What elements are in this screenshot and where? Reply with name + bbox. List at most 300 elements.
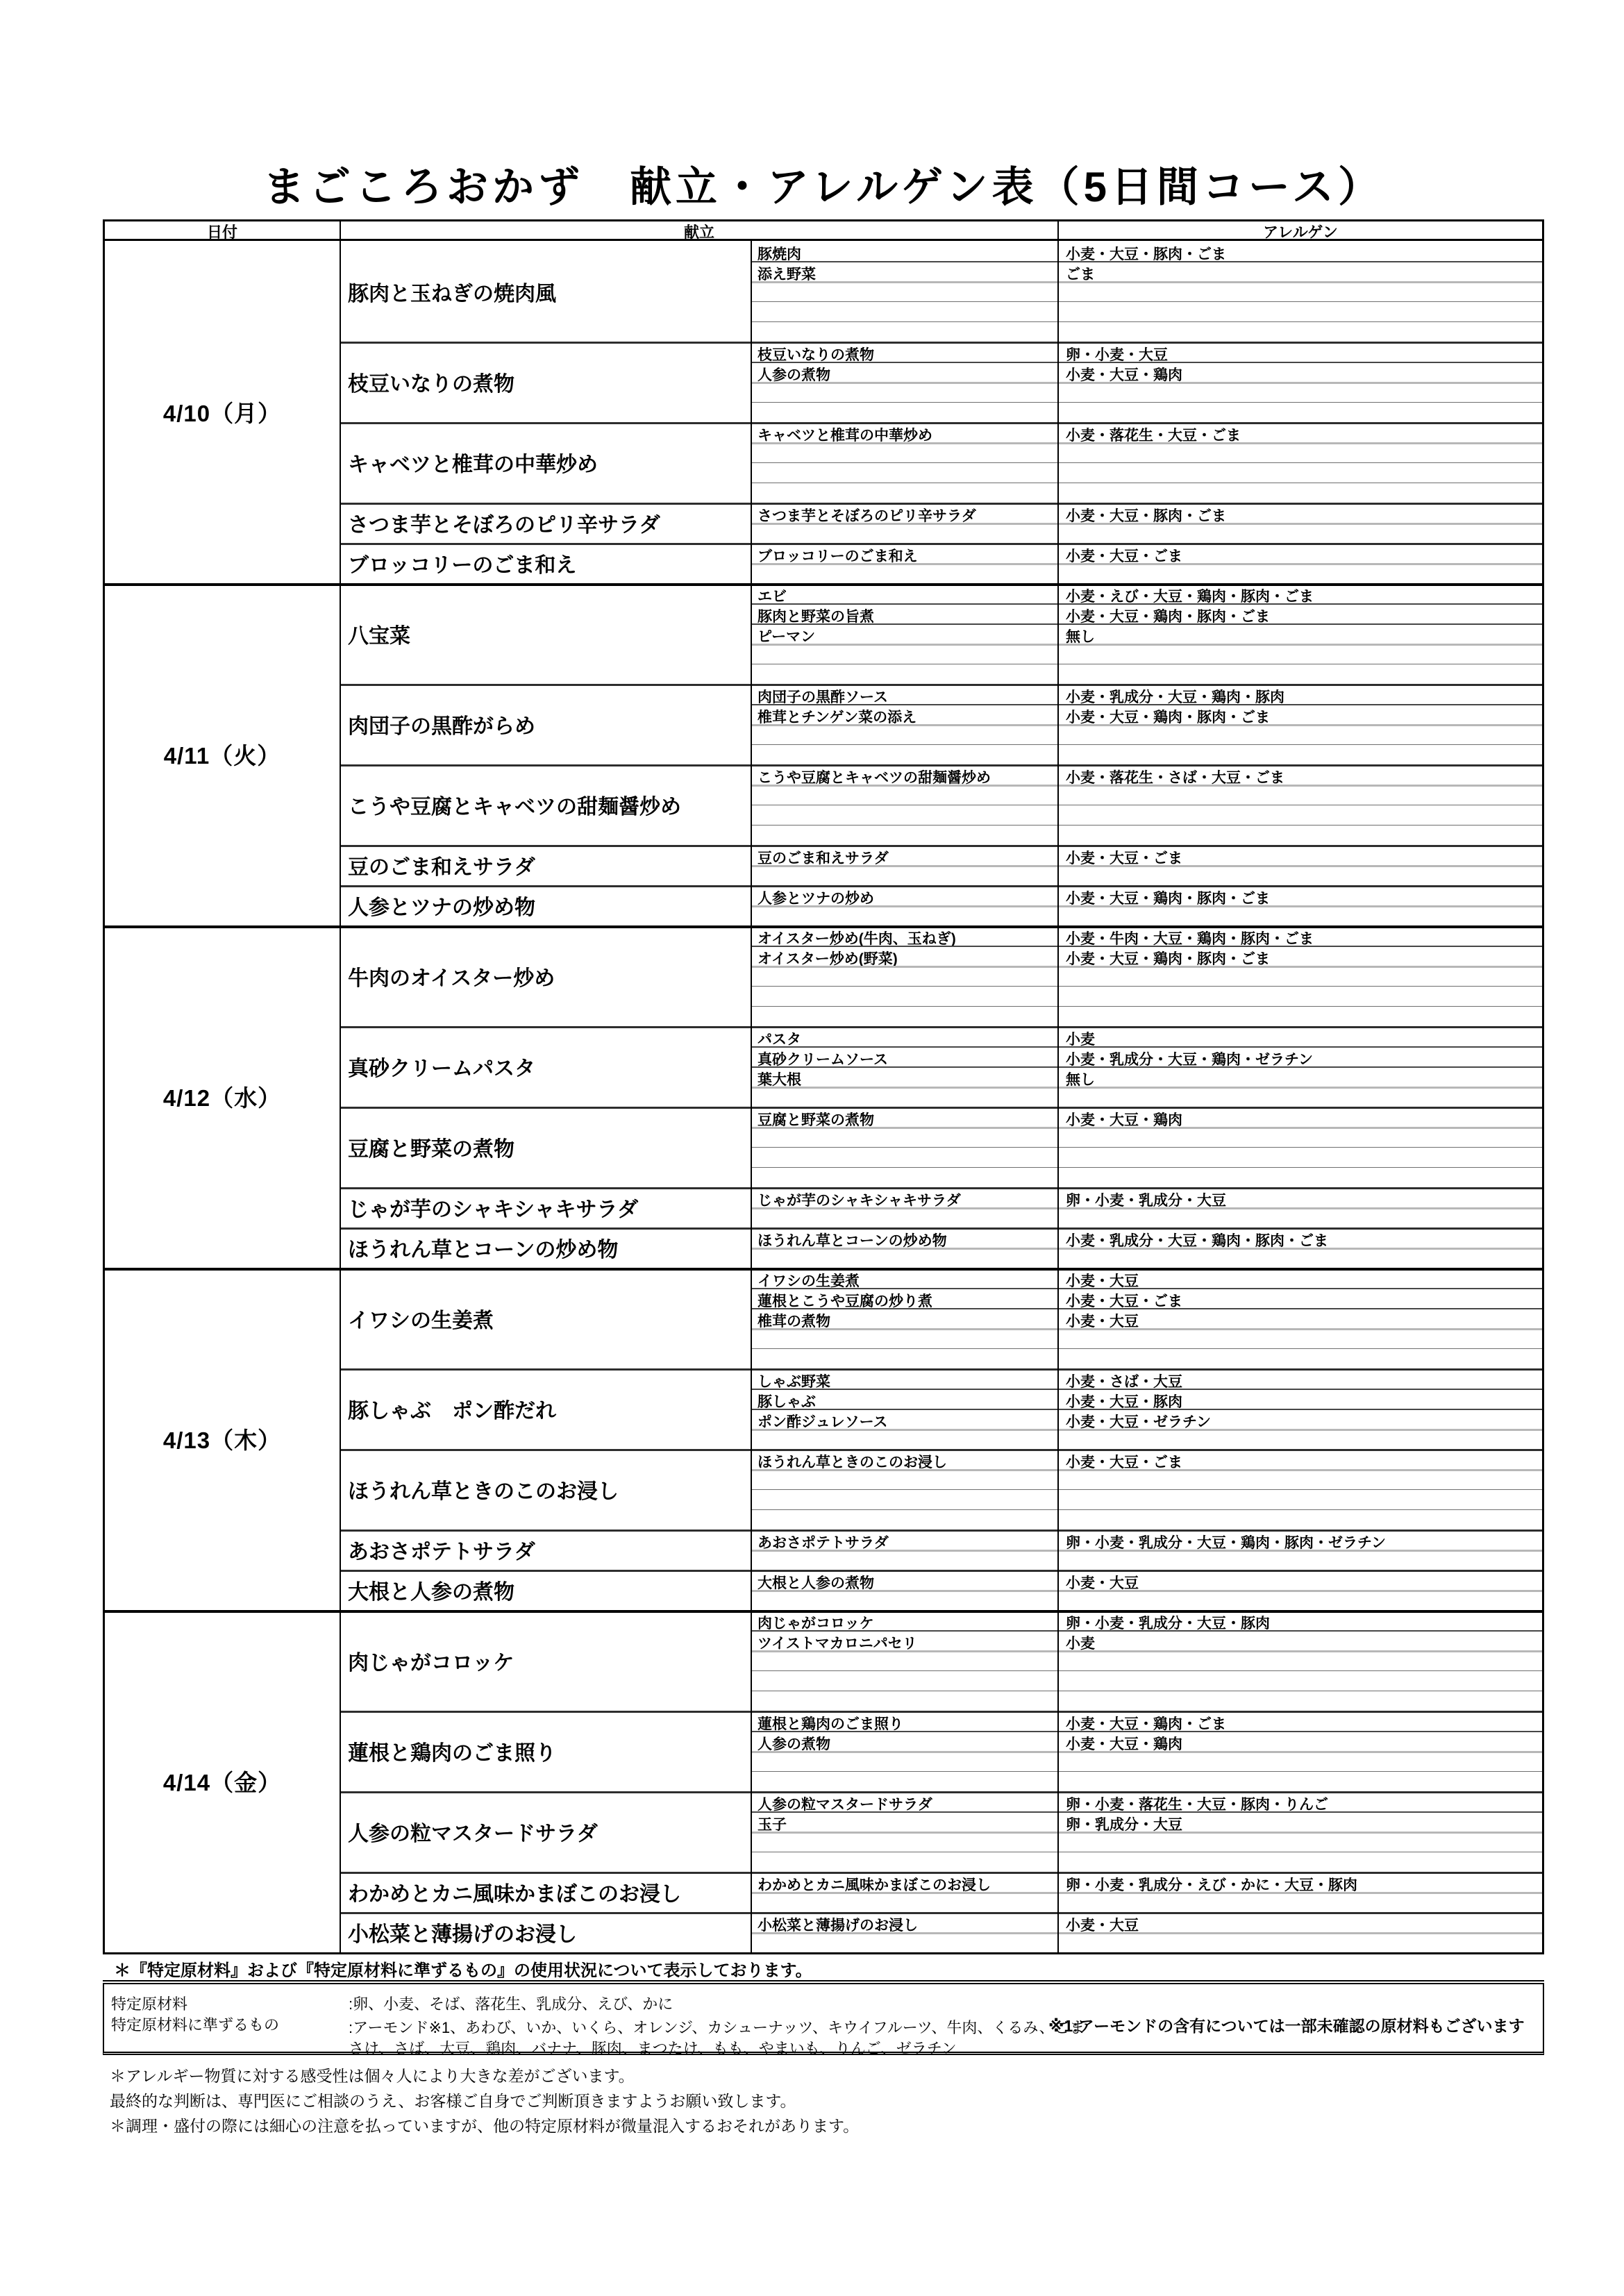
menu-sub-row (752, 764, 1542, 785)
allergen-cell: 無し (1066, 629, 1095, 644)
sub-dish-cell: さつま芋とそぼろのピリ辛サラダ (752, 503, 1059, 523)
menu-sub-row (752, 1590, 1542, 1610)
menu-sub-row (752, 1107, 1542, 1127)
dish-name-cell: じゃが芋のシャキシャキサラダ (341, 1187, 752, 1227)
menu-sub-row (752, 462, 1542, 483)
allergen-cell (1059, 1489, 1542, 1509)
sub-dish-cell: 人参の粒マスタードサラダ (752, 1791, 1059, 1811)
allergen-legend-box (103, 1983, 1544, 2055)
almond-note: ※1:アーモンドの含有については一部未確認の原材料もございます (1048, 2017, 1525, 2035)
menu-sub-row (752, 523, 1542, 543)
menu-sub-row (752, 845, 1542, 865)
sub-dish-cell: ブロッコリーのごま和え (752, 543, 1059, 563)
sub-dish-cell (752, 1852, 1059, 1872)
dish-rows (752, 1791, 1542, 1872)
allergen-cell: 卵・小麦・乳成分・えび・かに・大豆・豚肉 (1066, 1877, 1357, 1892)
menu-sub-row (752, 321, 1542, 342)
dish-block (341, 1610, 1542, 1711)
note-contamination: ＊調理・盛付の際には細心の注意を払っていますが、他の特定原材料が微量混入するおそれがあります。 (110, 2117, 860, 2135)
dish-rows (752, 241, 1542, 342)
allergen-cell (1059, 1892, 1542, 1912)
allergen-cell (1059, 744, 1542, 764)
allergen-cell (1059, 301, 1542, 321)
menu-sub-row (752, 1852, 1542, 1872)
dish-rows (752, 1026, 1542, 1107)
menu-sub-row (752, 1892, 1542, 1912)
menu-sub-row (752, 402, 1542, 422)
sub-dish-cell (752, 442, 1059, 462)
allergen-cell: 小麦・大豆・鶏肉・豚肉・ごま (1066, 891, 1270, 905)
sub-dish-cell (752, 1087, 1059, 1107)
dish-rows (752, 885, 1542, 925)
allergen-cell: 小麦・大豆 (1066, 1314, 1139, 1328)
sub-dish-cell: 豚焼肉 (752, 241, 1059, 261)
allergen-cell: 小麦・乳成分・大豆・鶏肉・ゼラチン (1066, 1052, 1313, 1066)
allergen-cell (1059, 1852, 1542, 1872)
allergen-cell (1059, 785, 1542, 805)
allergen-cell (1059, 1328, 1542, 1348)
menu-sub-row (752, 1268, 1542, 1288)
sub-dish-cell: 蓮根とこうや豆腐の炒り煮 (752, 1288, 1059, 1308)
sub-dish-cell (752, 744, 1059, 764)
menu-sub-row (752, 1429, 1542, 1449)
dish-name-cell: 豆腐と野菜の煮物 (341, 1107, 752, 1187)
allergen-cell (1059, 805, 1542, 825)
allergen-cell (1059, 1550, 1542, 1570)
sub-dish-cell (752, 1691, 1059, 1711)
sub-dish-cell: イワシの生姜煮 (752, 1268, 1059, 1288)
allergen-cell: 卵・小麦・大豆 (1066, 347, 1168, 362)
dish-name-cell: 豚しゃぶ ポン酢だれ (341, 1368, 752, 1449)
menu-sub-row (752, 442, 1542, 462)
menu-sub-row (752, 623, 1542, 644)
sub-dish-cell: ほうれん草ときのこのお浸し (752, 1449, 1059, 1469)
sub-dish-cell: 肉団子の黒酢ソース (752, 684, 1059, 704)
menu-sub-row (752, 1711, 1542, 1731)
allergen-cell: 小麦・牛肉・大豆・鶏肉・豚肉・ごま (1066, 931, 1314, 946)
dish-rows (752, 1912, 1542, 1952)
allergen-cell (1059, 664, 1542, 684)
menu-sub-row (752, 563, 1542, 583)
sub-dish-cell (752, 1328, 1059, 1348)
allergen-cell: 卵・小麦・乳成分・大豆・豚肉 (1066, 1616, 1270, 1630)
allergen-cell (1059, 1509, 1542, 1530)
date-cell: 4/13（木） (105, 1268, 341, 1610)
header-menu: 献立 (341, 221, 1059, 241)
dish-name-cell: 肉団子の黒酢がらめ (341, 684, 752, 764)
menu-sub-row (752, 1670, 1542, 1691)
allergen-cell: ごま (1066, 267, 1095, 281)
sub-dish-cell: 豆腐と野菜の煮物 (752, 1107, 1059, 1127)
allergen-cell: 小麦・乳成分・大豆・鶏肉・豚肉 (1066, 689, 1284, 704)
allergen-cell (1059, 825, 1542, 845)
sub-dish-cell: 豚肉と野菜の旨煮 (752, 603, 1059, 623)
menu-sub-row (752, 1731, 1542, 1751)
dish-rows (752, 1530, 1542, 1570)
allergen-cell (1059, 905, 1542, 925)
menu-sub-row (752, 1026, 1542, 1046)
allergen-cell: 小麦・大豆・鶏肉 (1066, 1112, 1182, 1127)
sub-dish-cell (752, 1348, 1059, 1368)
day-section (105, 1610, 1542, 1952)
sub-dish-cell (752, 402, 1059, 422)
allergen-cell (1059, 1147, 1542, 1167)
menu-sub-row (752, 885, 1542, 905)
date-cell: 4/10（月） (105, 241, 341, 583)
dish-rows (752, 1449, 1542, 1530)
menu-sub-row (752, 1066, 1542, 1087)
allergen-cell (1059, 724, 1542, 744)
sub-dish-cell: 葉大根 (752, 1066, 1059, 1087)
dish-name-cell: 豚肉と玉ねぎの焼肉風 (341, 241, 752, 342)
menu-sub-row (752, 342, 1542, 362)
allergen-cell (1059, 1932, 1542, 1952)
menu-sub-row (752, 241, 1542, 261)
allergen-cell (1059, 986, 1542, 1006)
sub-dish-cell (752, 1932, 1059, 1952)
day-dishes (341, 241, 1542, 583)
allergen-cell: 小麦・さば・大豆 (1066, 1374, 1182, 1389)
legend-label-specified: 特定原材料 (111, 1995, 188, 2013)
allergen-cell (1059, 483, 1542, 503)
allergen-cell (1059, 563, 1542, 583)
dish-block (341, 241, 1542, 342)
date-cell: 4/11（火） (105, 583, 341, 925)
sub-dish-cell (752, 1147, 1059, 1167)
menu-sub-row (752, 583, 1542, 603)
sub-dish-cell: エビ (752, 583, 1059, 603)
sub-dish-cell (752, 563, 1059, 583)
allergen-cell: 無し (1066, 1072, 1095, 1087)
allergen-cell: 小麦・落花生・大豆・ごま (1066, 428, 1241, 442)
dish-block (341, 1711, 1542, 1791)
allergen-cell: 小麦・乳成分・大豆・鶏肉・豚肉・ごま (1066, 1233, 1328, 1248)
usage-footnote: ＊『特定原材料』および『特定原材料に準ずるもの』の使用状況について表示しております。 (103, 1956, 1544, 1981)
dish-name-cell: キャベツと椎茸の中華炒め (341, 422, 752, 503)
menu-sub-row (752, 946, 1542, 966)
menu-sub-row (752, 1489, 1542, 1509)
sub-dish-cell (752, 1590, 1059, 1610)
menu-sub-row (752, 362, 1542, 382)
menu-sub-row (752, 422, 1542, 442)
sub-dish-cell (752, 483, 1059, 503)
dish-block (341, 1791, 1542, 1872)
menu-sub-row (752, 1771, 1542, 1791)
allergen-cell (1059, 1127, 1542, 1147)
menu-sub-row (752, 1087, 1542, 1107)
menu-sub-row (752, 483, 1542, 503)
sub-dish-cell: 豆のごま和えサラダ (752, 845, 1059, 865)
menu-sub-row (752, 1167, 1542, 1187)
sub-dish-cell (752, 1489, 1059, 1509)
sub-dish-cell (752, 986, 1059, 1006)
allergen-cell (1059, 1832, 1542, 1852)
dish-name-cell: ほうれん草とコーンの炒め物 (341, 1227, 752, 1268)
sub-dish-cell: ピーマン (752, 623, 1059, 644)
allergen-cell (1059, 1348, 1542, 1368)
dish-rows (752, 1570, 1542, 1610)
allergen-cell: 小麦・えび・大豆・鶏肉・豚肉・ごま (1066, 589, 1314, 603)
day-dishes (341, 583, 1542, 925)
legend-value-specified: :卵、小麦、そば、落花生、乳成分、えび、かに (349, 1995, 673, 2013)
sub-dish-cell: こうや豆腐とキャベツの甜麺醤炒め (752, 764, 1059, 785)
dish-name-cell: 小松菜と薄揚げのお浸し (341, 1912, 752, 1952)
table-body (105, 241, 1542, 1952)
sub-dish-cell (752, 1469, 1059, 1489)
legend-label-quasi: 特定原材料に準ずるもの (111, 2016, 280, 2034)
dish-block (341, 1187, 1542, 1227)
menu-sub-row (752, 1127, 1542, 1147)
sub-dish-cell: 真砂クリームソース (752, 1046, 1059, 1066)
dish-block (341, 925, 1542, 1026)
menu-sub-row (752, 1872, 1542, 1892)
menu-sub-row (752, 905, 1542, 925)
sub-dish-cell (752, 462, 1059, 483)
dish-rows (752, 1227, 1542, 1268)
dish-rows (752, 543, 1542, 583)
sub-dish-cell: 人参の煮物 (752, 362, 1059, 382)
allergen-cell (1059, 523, 1542, 543)
allergen-cell (1059, 1429, 1542, 1449)
sub-dish-cell: パスタ (752, 1026, 1059, 1046)
dish-block (341, 1872, 1542, 1912)
menu-sub-row (752, 1368, 1542, 1389)
sub-dish-cell: キャベツと椎茸の中華炒め (752, 422, 1059, 442)
menu-sub-row (752, 1348, 1542, 1368)
sub-dish-cell: ポン酢ジュレソース (752, 1409, 1059, 1429)
sub-dish-cell: 枝豆いなりの煮物 (752, 342, 1059, 362)
sub-dish-cell (752, 1248, 1059, 1268)
menu-sub-row (752, 1832, 1542, 1852)
allergen-cell (1059, 1167, 1542, 1187)
dish-name-cell: こうや豆腐とキャベツの甜麺醤炒め (341, 764, 752, 845)
allergen-cell: 小麦・大豆・豚肉 (1066, 1394, 1182, 1409)
dish-rows (752, 764, 1542, 845)
sub-dish-cell (752, 523, 1059, 543)
allergen-cell (1059, 281, 1542, 301)
menu-sub-row (752, 704, 1542, 724)
day-dishes (341, 1610, 1542, 1952)
menu-sub-row (752, 785, 1542, 805)
dish-rows (752, 1187, 1542, 1227)
dish-rows (752, 1107, 1542, 1187)
sub-dish-cell (752, 1127, 1059, 1147)
menu-sub-row (752, 1328, 1542, 1348)
dish-block (341, 764, 1542, 845)
sub-dish-cell (752, 1429, 1059, 1449)
dish-name-cell: 八宝菜 (341, 583, 752, 684)
dish-name-cell: 人参とツナの炒め物 (341, 885, 752, 925)
sub-dish-cell (752, 1832, 1059, 1852)
sub-dish-cell (752, 281, 1059, 301)
menu-sub-row (752, 1509, 1542, 1530)
dish-block (341, 684, 1542, 764)
dish-name-cell: わかめとカニ風味かまぼこのお浸し (341, 1872, 752, 1912)
sub-dish-cell: ツイストマカロニパセリ (752, 1630, 1059, 1650)
allergen-cell (1059, 382, 1542, 402)
allergen-cell (1059, 1650, 1542, 1670)
menu-sub-row (752, 281, 1542, 301)
allergen-cell: 小麦 (1066, 1636, 1095, 1650)
dish-name-cell: 大根と人参の煮物 (341, 1570, 752, 1610)
day-section (105, 925, 1542, 1268)
dish-block (341, 342, 1542, 422)
legend-value-quasi-line1: :アーモンド※1、あわび、いか、いくら、オレンジ、カシューナッツ、キウイフルーツ、牛肉、くるみ、ごま (349, 2019, 1085, 2036)
menu-sub-row (752, 1187, 1542, 1207)
dish-block (341, 1449, 1542, 1530)
dish-rows (752, 422, 1542, 503)
note-judgement: 最終的な判断は、専門医にご相談のうえ、お客様ご自身でご判断頂きますようお願い致します。 (110, 2092, 796, 2110)
dish-rows (752, 1610, 1542, 1711)
dish-block (341, 1530, 1542, 1570)
dish-rows (752, 1711, 1542, 1791)
header-allergen: アレルゲン (1263, 223, 1338, 241)
allergen-cell (1059, 865, 1542, 885)
allergen-cell (1059, 321, 1542, 342)
sub-dish-cell (752, 321, 1059, 342)
menu-sub-row (752, 664, 1542, 684)
menu-sub-row (752, 1630, 1542, 1650)
allergen-cell (1059, 1087, 1542, 1107)
menu-sub-row (752, 1147, 1542, 1167)
dish-block (341, 1227, 1542, 1268)
sub-dish-cell: 蓮根と鶏肉のごま照り (752, 1711, 1059, 1731)
dish-name-cell: 人参の粒マスタードサラダ (341, 1791, 752, 1872)
sub-dish-cell (752, 644, 1059, 664)
allergen-cell: 小麦・大豆・ごま (1066, 850, 1182, 865)
dish-name-cell: 真砂クリームパスタ (341, 1026, 752, 1107)
sub-dish-cell: ほうれん草とコーンの炒め物 (752, 1227, 1059, 1248)
dish-block (341, 543, 1542, 583)
dish-name-cell: ほうれん草ときのこのお浸し (341, 1449, 752, 1530)
menu-sub-row (752, 1932, 1542, 1952)
menu-sub-row (752, 744, 1542, 764)
sub-dish-cell (752, 1550, 1059, 1570)
menu-sub-row (752, 261, 1542, 281)
menu-sub-row (752, 1610, 1542, 1630)
menu-sub-row (752, 503, 1542, 523)
dish-block (341, 1912, 1542, 1952)
page-title: まごころおかず 献立・アレルゲン表（5日間コース） (262, 164, 1384, 210)
day-dishes (341, 1268, 1542, 1610)
day-section (105, 1268, 1542, 1610)
dish-block (341, 503, 1542, 543)
sub-dish-cell: 椎茸の煮物 (752, 1308, 1059, 1328)
sub-dish-cell (752, 301, 1059, 321)
dish-block (341, 845, 1542, 885)
allergen-cell: 小麦・大豆・鶏肉・ごま (1066, 1716, 1226, 1731)
allergen-cell: 卵・小麦・落花生・大豆・豚肉・りんご (1066, 1797, 1328, 1811)
allergen-cell: 小麦・大豆・ごま (1066, 548, 1182, 563)
dish-name-cell: 蓮根と鶏肉のごま照り (341, 1711, 752, 1791)
sub-dish-cell (752, 825, 1059, 845)
menu-sub-row (752, 301, 1542, 321)
allergen-cell: 小麦・大豆・鶏肉 (1066, 1736, 1182, 1751)
dish-name-cell: 豆のごま和えサラダ (341, 845, 752, 885)
menu-sub-row (752, 1691, 1542, 1711)
menu-sub-row (752, 1227, 1542, 1248)
dish-rows (752, 342, 1542, 422)
menu-allergen-table (103, 219, 1544, 1954)
menu-sub-row (752, 1006, 1542, 1026)
allergen-cell (1059, 402, 1542, 422)
menu-sub-row (752, 825, 1542, 845)
day-section (105, 241, 1542, 583)
header-date: 日付 (105, 221, 341, 241)
dish-block (341, 1368, 1542, 1449)
sub-dish-cell: オイスター炒め(牛肉、玉ねぎ) (752, 925, 1059, 946)
dish-block (341, 885, 1542, 925)
dish-name-cell: 肉じゃがコロッケ (341, 1610, 752, 1711)
menu-sub-row (752, 1811, 1542, 1832)
dish-block (341, 1570, 1542, 1610)
sub-dish-cell (752, 1207, 1059, 1227)
menu-sub-row (752, 1550, 1542, 1570)
dish-name-cell: あおさポテトサラダ (341, 1530, 752, 1570)
allergen-cell: 小麦 (1066, 1032, 1095, 1046)
dish-rows (752, 1368, 1542, 1449)
allergen-cell (1059, 462, 1542, 483)
sub-dish-cell (752, 1751, 1059, 1771)
menu-sub-row (752, 805, 1542, 825)
dish-rows (752, 684, 1542, 764)
allergen-cell (1059, 1751, 1542, 1771)
sub-dish-cell: 玉子 (752, 1811, 1059, 1832)
menu-sub-row (752, 382, 1542, 402)
sub-dish-cell: 椎茸とチンゲン菜の添え (752, 704, 1059, 724)
menu-sub-row (752, 1409, 1542, 1429)
sub-dish-cell: 添え野菜 (752, 261, 1059, 281)
dish-name-cell: ブロッコリーのごま和え (341, 543, 752, 583)
sub-dish-cell: わかめとカニ風味かまぼこのお浸し (752, 1872, 1059, 1892)
sub-dish-cell: オイスター炒め(野菜) (752, 946, 1059, 966)
sub-dish-cell (752, 1670, 1059, 1691)
allergen-cell: 小麦・落花生・さば・大豆・ごま (1066, 770, 1284, 785)
menu-sub-row (752, 1530, 1542, 1550)
dish-name-cell: 牛肉のオイスター炒め (341, 925, 752, 1026)
allergen-cell: 小麦・大豆・豚肉・ごま (1066, 246, 1226, 261)
dish-block (341, 1107, 1542, 1187)
sub-dish-cell: しゃぶ野菜 (752, 1368, 1059, 1389)
allergen-cell: 小麦・大豆・鶏肉 (1066, 367, 1182, 382)
menu-sub-row (752, 1389, 1542, 1409)
sub-dish-cell (752, 805, 1059, 825)
allergen-cell (1059, 966, 1542, 986)
sub-dish-cell: 人参とツナの炒め (752, 885, 1059, 905)
day-section (105, 583, 1542, 925)
date-cell: 4/14（金） (105, 1610, 341, 1952)
allergen-cell: 小麦・大豆・ごま (1066, 1293, 1182, 1308)
allergen-cell (1059, 1670, 1542, 1691)
menu-sub-row (752, 925, 1542, 946)
allergen-cell (1059, 1691, 1542, 1711)
sub-dish-cell (752, 1771, 1059, 1791)
allergen-cell: 小麦・大豆・鶏肉・豚肉・ごま (1066, 609, 1270, 623)
allergen-cell: 小麦・大豆 (1066, 1575, 1139, 1590)
allergen-cell (1059, 1590, 1542, 1610)
menu-sub-row (752, 1791, 1542, 1811)
table-header-row (105, 221, 1542, 241)
menu-sub-row (752, 1288, 1542, 1308)
sub-dish-cell (752, 905, 1059, 925)
sub-dish-cell (752, 785, 1059, 805)
allergen-cell: 小麦・大豆・豚肉・ごま (1066, 508, 1226, 523)
dish-rows (752, 1268, 1542, 1368)
menu-sub-row (752, 1046, 1542, 1066)
allergen-cell: 卵・小麦・乳成分・大豆 (1066, 1193, 1226, 1207)
dish-rows (752, 503, 1542, 543)
allergen-cell: 卵・小麦・乳成分・大豆・鶏肉・豚肉・ゼラチン (1066, 1535, 1386, 1550)
